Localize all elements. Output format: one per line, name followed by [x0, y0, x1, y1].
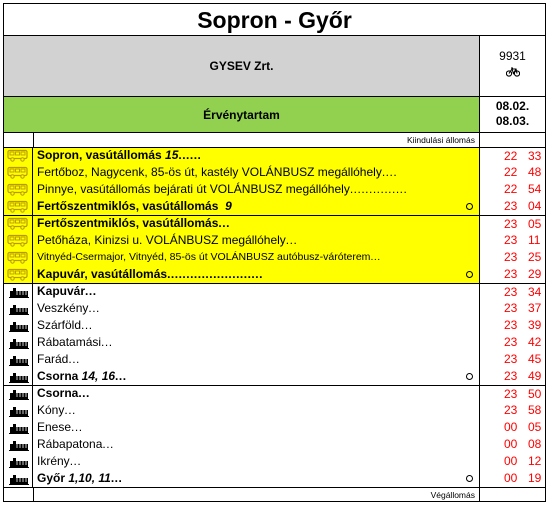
bus-icon — [7, 251, 35, 265]
start-station-note: Kiindulási állomás — [406, 135, 475, 145]
connection-reference: 14, 16 — [78, 369, 116, 383]
train-icon — [9, 472, 37, 486]
timetable-row — [3, 317, 546, 334]
transfer-circle-icon — [466, 373, 473, 380]
time-hour: 00 — [504, 471, 518, 485]
train-number: 9931 — [499, 49, 526, 63]
validity-label: Érvénytartam — [3, 97, 479, 133]
time-hour: 23 — [504, 285, 518, 299]
station-label: Rábatamási — [37, 335, 102, 349]
station-name — [34, 334, 478, 351]
leader-dots: ... — [110, 471, 123, 485]
time-minute: 04 — [528, 199, 542, 213]
leader-dots: ... — [285, 233, 298, 247]
train-column-cell — [479, 488, 546, 502]
train-icon — [9, 353, 37, 367]
departure-time — [479, 181, 546, 198]
train-icon — [9, 370, 37, 384]
train-icon — [9, 319, 37, 333]
station-label: Pinnye, vasútállomás bejárati út VOLÁNBUSZ megállóhely — [37, 182, 350, 196]
time-hour: 23 — [504, 318, 518, 332]
station-name — [34, 300, 478, 317]
train-column-cell — [479, 133, 546, 147]
timetable-row — [3, 419, 546, 436]
station-label: Kapuvár — [37, 284, 86, 298]
leader-dots: .... — [381, 165, 398, 179]
train-icon — [9, 421, 37, 435]
station-name — [34, 453, 478, 470]
bus-icon — [7, 268, 35, 282]
timetable-row — [3, 470, 546, 487]
station-name — [34, 402, 478, 419]
leader-dots: ... — [370, 251, 381, 263]
time-minute: 33 — [528, 149, 542, 163]
time-minute: 25 — [528, 250, 542, 264]
station-label: Farád — [37, 352, 69, 366]
station-label: Csorna — [37, 369, 79, 383]
time-minute: 49 — [528, 369, 542, 383]
timetable-row — [3, 249, 546, 266]
leader-dots: ... — [69, 454, 82, 468]
bus-icon — [7, 200, 35, 214]
station-name — [34, 249, 478, 266]
departure-time — [479, 198, 546, 215]
train-icon — [9, 438, 37, 452]
timetable-row — [3, 181, 546, 198]
time-minute: 05 — [528, 420, 542, 434]
time-hour: 00 — [504, 437, 518, 451]
station-label: Szárföld — [37, 318, 82, 332]
station-name — [34, 283, 478, 300]
time-minute: 58 — [528, 403, 542, 417]
timetable-row — [3, 198, 546, 215]
station-name — [34, 147, 478, 164]
timetable-row — [3, 266, 546, 283]
station-name — [34, 351, 478, 368]
leader-dots: ... — [71, 420, 83, 434]
timetable-row — [3, 436, 546, 453]
departure-time — [479, 300, 546, 317]
end-note-row — [3, 487, 546, 502]
departure-time — [479, 317, 546, 334]
timetable-row — [3, 385, 546, 402]
departure-time — [479, 249, 546, 266]
departure-time — [479, 351, 546, 368]
train-column-header — [479, 36, 546, 97]
departure-time — [479, 402, 546, 419]
train-icon — [9, 285, 37, 299]
departure-time — [479, 164, 546, 181]
station-name — [34, 368, 478, 385]
validity-dates — [479, 97, 546, 133]
station-name — [34, 164, 478, 181]
timetable-row — [3, 232, 546, 249]
time-hour: 23 — [504, 217, 518, 231]
leader-dots: ... — [218, 216, 230, 230]
departure-time — [479, 470, 546, 487]
time-hour: 22 — [504, 149, 518, 163]
leader-dots: ... — [68, 352, 80, 366]
station-label: Sopron, vasútállomás — [37, 148, 162, 162]
station-label: Kóny — [37, 403, 65, 417]
bus-icon — [7, 183, 35, 197]
station-label: Petőháza, Kinizsi u. VOLÁNBUSZ megállóhely — [37, 233, 286, 247]
time-hour: 22 — [504, 182, 518, 196]
bus-icon — [7, 149, 35, 163]
station-label: Fertőszentmiklós, vasútállomás — [37, 199, 219, 213]
leader-dots: ...... — [178, 148, 202, 162]
route-title: Sopron - Győr — [3, 3, 546, 36]
leader-dots: ... — [101, 335, 113, 349]
departure-time — [479, 385, 546, 402]
leader-dots: ............... — [349, 182, 408, 196]
time-hour: 23 — [504, 250, 518, 264]
departure-time — [479, 453, 546, 470]
departure-time — [479, 266, 546, 283]
time-minute: 39 — [528, 318, 542, 332]
station-name — [34, 436, 478, 453]
train-icon — [9, 302, 37, 316]
station-label: Kapuvár, vasútállomás — [37, 267, 168, 281]
time-minute: 45 — [528, 352, 542, 366]
end-station-note: Végállomás — [430, 490, 475, 500]
station-label: Győr — [37, 471, 66, 485]
timetable-row — [3, 351, 546, 368]
transfer-circle-icon — [466, 203, 473, 210]
time-minute: 29 — [528, 267, 542, 281]
station-name — [34, 232, 478, 249]
time-hour: 23 — [504, 403, 518, 417]
departure-time — [479, 368, 546, 385]
train-icon — [9, 336, 37, 350]
station-name — [34, 181, 478, 198]
station-name — [34, 198, 478, 215]
departure-time — [479, 232, 546, 249]
train-icon — [9, 404, 37, 418]
time-minute: 54 — [528, 182, 542, 196]
bicycle-icon — [506, 67, 520, 77]
departure-time — [479, 419, 546, 436]
leader-dots: ... — [115, 369, 127, 383]
time-minute: 05 — [528, 217, 542, 231]
time-hour: 23 — [504, 199, 518, 213]
time-minute: 11 — [528, 233, 541, 247]
timetable-row — [3, 147, 546, 164]
station-label: Fertőboz, Nagycenk, 85-ös út, kastély VOLÁNBUSZ megállóhely — [37, 165, 382, 179]
station-name — [34, 266, 478, 283]
time-hour: 23 — [504, 335, 518, 349]
time-minute: 48 — [528, 165, 542, 179]
time-hour: 23 — [504, 387, 518, 401]
time-hour: 23 — [504, 233, 518, 247]
bus-icon — [7, 217, 35, 231]
timetable-row — [3, 402, 546, 419]
station-name — [34, 419, 478, 436]
time-minute: 34 — [528, 285, 542, 299]
connection-reference: 15 — [161, 148, 179, 162]
station-name — [34, 317, 478, 334]
departure-time — [479, 147, 546, 164]
timetable-row — [3, 368, 546, 385]
station-name — [34, 470, 478, 487]
timetable-row — [3, 164, 546, 181]
leader-dots: ... — [78, 386, 90, 400]
station-label: Fertőszentmiklós, vasútállomás — [37, 216, 219, 230]
station-label: Ikrény — [37, 454, 70, 468]
time-minute: 37 — [528, 301, 542, 315]
time-minute: 42 — [528, 335, 542, 349]
validity-from: 08.02. — [495, 99, 530, 113]
timetable-row — [3, 283, 546, 300]
station-label: Rábapatona — [37, 437, 103, 451]
station-label: Veszkény — [37, 301, 89, 315]
time-hour: 00 — [504, 454, 518, 468]
timetable-row — [3, 453, 546, 470]
station-name — [34, 385, 478, 402]
station-label: Vitnyéd-Csermajor, Vitnyéd, 85-ös út VOLÁNBUSZ autóbusz-váróterem — [37, 251, 371, 263]
time-minute: 12 — [528, 454, 542, 468]
timetable-row — [3, 334, 546, 351]
time-hour: 23 — [504, 352, 518, 366]
station-label: Enese — [37, 420, 72, 434]
connection-reference: 1,10, 11 — [65, 471, 111, 485]
station-name — [34, 215, 478, 232]
leader-dots: ... — [85, 284, 97, 298]
time-hour: 00 — [504, 420, 518, 434]
start-note-row — [3, 133, 546, 147]
timetable-sheet — [3, 3, 547, 508]
connection-reference: 9 — [218, 199, 232, 213]
leader-dots: ... — [64, 403, 76, 417]
timetable-row — [3, 215, 546, 232]
departure-time — [479, 334, 546, 351]
departure-time — [479, 283, 546, 300]
leader-dots: ... — [81, 318, 93, 332]
transfer-circle-icon — [466, 271, 473, 278]
train-icon — [9, 387, 37, 401]
departure-time — [479, 436, 546, 453]
time-minute: 19 — [528, 471, 542, 485]
time-minute: 50 — [528, 387, 542, 401]
time-minute: 08 — [528, 437, 542, 451]
timetable-row — [3, 300, 546, 317]
time-hour: 22 — [504, 165, 518, 179]
validity-to: 08.03. — [495, 114, 530, 128]
train-icon — [9, 455, 37, 469]
time-hour: 23 — [504, 369, 518, 383]
bus-icon — [7, 234, 35, 248]
departure-time — [479, 215, 546, 232]
leader-dots: ... — [88, 301, 100, 315]
operator-name: GYSEV Zrt. — [3, 36, 479, 97]
station-label: Csorna — [37, 386, 79, 400]
transfer-circle-icon — [466, 475, 473, 482]
time-hour: 23 — [504, 301, 518, 315]
leader-dots: ... — [102, 437, 114, 451]
time-hour: 23 — [504, 267, 518, 281]
bus-icon — [7, 166, 35, 180]
leader-dots: ......................... — [167, 267, 263, 281]
